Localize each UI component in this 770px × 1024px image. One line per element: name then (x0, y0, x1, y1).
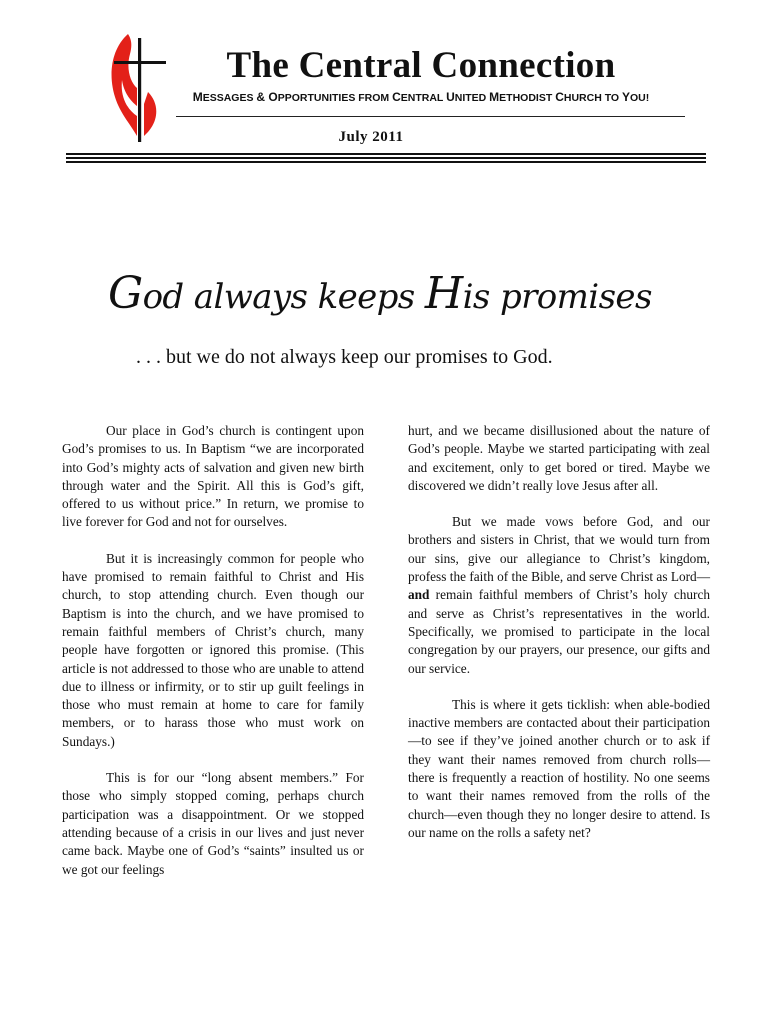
issue-date: July 2011 (338, 129, 404, 145)
subtitle-fragment: Y (622, 90, 631, 104)
masthead-divider (176, 116, 685, 117)
subtitle-fragment: & O (256, 90, 278, 104)
paragraph-continued: hurt, and we became disillusioned about the nature of God’s people. Maybe we started participating with zeal and excitement, only to get bored or tired. Maybe we discovered we didn’t really love Jesus after all. (408, 423, 710, 493)
emphasized-word: and (408, 587, 430, 603)
subtitle-fragment: ETHODIST (499, 92, 556, 104)
paragraph: But it is increasingly common for people who have promised to remain faithful to Christ and His church, to stop attending church. Even though our Baptism is into the church, and we have promised to remain faithful members of Christ’s church, many people have forgotten or ignored this promise. (This article is not addressed to those who are unable to attend due to illness or infirmity, or to stir up guilt feelings in those who must remain at home to care for family members, or to harass those who must work on Sundays.) (62, 550, 364, 749)
paragraph-text-after: remain faithful members of Christ’s holy church and serve as Christ’s representatives in the world. Specifically, we promised to participate in the local congregation by our prayers, our presence, our gifts and our service. (408, 587, 710, 676)
subtitle-fragment: M (489, 90, 500, 104)
subtitle-fragment: OU! (630, 92, 650, 104)
subtitle-fragment: NITED (454, 92, 490, 104)
subtitle-fragment: HURCH TO (563, 92, 622, 104)
newsletter-title: The Central Connection (226, 45, 616, 86)
subtitle-fragment: C (392, 90, 401, 104)
subtitle-fragment: M (192, 90, 203, 104)
paragraph: Our place in God’s church is contingent upon God’s promises to us. In Baptism “we are incorporated into God’s mighty acts of salvation and given new birth through water and the Spirit. All this is God’s gift, offered to us without price.” In return, we promise to live forever for God and not for ourselves. (62, 423, 364, 530)
article-tagline: . . . but we do not always keep our promises to God. (136, 346, 553, 368)
united-methodist-cross-and-flame-icon (108, 28, 168, 146)
article-headline (108, 268, 728, 319)
paragraph: This is for our “long absent members.” For those who simply stopped coming, perhaps church participation was a disappointment. Or we stopped attending because of a crisis in our lives and just never came back. Maybe one of God’s “saints” insulted us or we got our feelings (62, 770, 364, 877)
subtitle-fragment: PPORTUNITIES FROM (277, 92, 393, 104)
subtitle-fragment: U (446, 90, 455, 104)
paragraph-text-before: But we made vows before God, and our brothers and sisters in Christ, that we would turn from our sins, give our allegiance to Christ’s kingdom, profess the faith of the Bible, and serve Christ as Lord— (408, 514, 710, 585)
headline-part-2: is promises (462, 277, 652, 317)
subtitle-fragment: C (555, 90, 564, 104)
headline-part-1: od always keeps (142, 277, 425, 317)
article-right-column (408, 422, 710, 860)
paragraph (408, 513, 710, 678)
subtitle-fragment: ESSAGES (202, 92, 257, 104)
headline-initial-g: G (108, 268, 143, 319)
newsletter-subtitle (176, 90, 666, 104)
header-triple-rule (66, 153, 706, 163)
article-left-column (62, 422, 364, 897)
paragraph: This is where it gets ticklish: when able-bodied inactive members are contacted about their participation—to see if they’ve joined another church or to ask if they want their names removed from church rolls—there is frequently a reaction of hostility. No one seems to want their names removed from the rolls of the church—even though they no longer desire to attend. Is our name on the rolls a safety net? (408, 696, 710, 840)
headline-initial-h: H (424, 268, 463, 319)
subtitle-fragment: ENTRAL (400, 92, 447, 104)
